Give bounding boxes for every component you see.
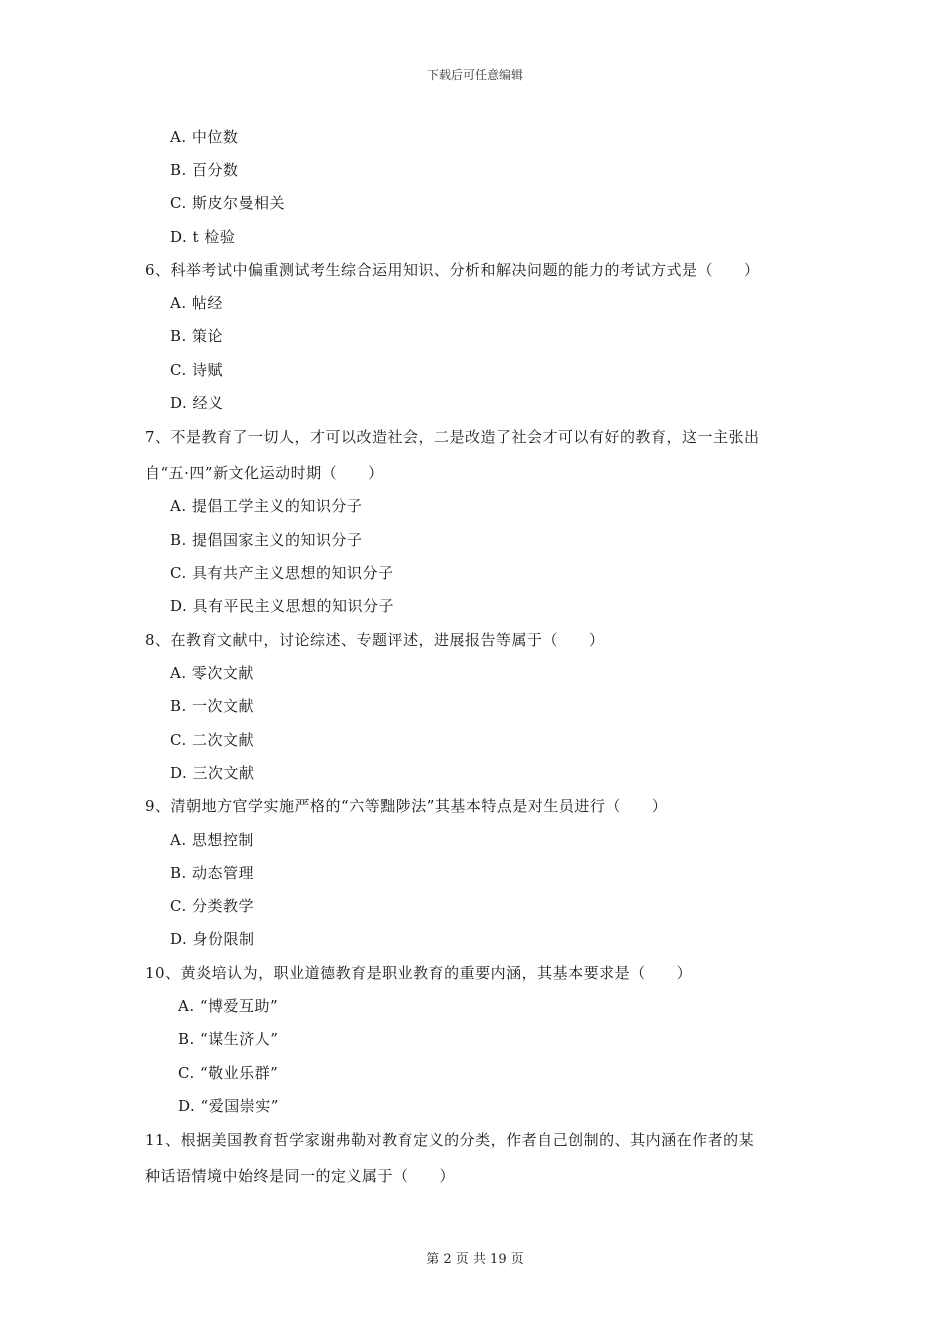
q6-option-a: A. 帖经 (170, 294, 223, 312)
q10-option-d: D. “爱国崇实” (178, 1097, 279, 1115)
q11-stem-line2: 种话语情境中始终是同一的定义属于（ ） (145, 1167, 456, 1185)
q9-option-b: B. 动态管理 (170, 864, 255, 882)
q8-option-b: B. 一次文献 (170, 697, 255, 715)
q6-option-d: D. 经义 (170, 394, 224, 412)
q11-stem-line1: 11、根据美国教育哲学家谢弗勒对教育定义的分类，作者自己创制的、其内涵在作者的某 (145, 1131, 755, 1149)
q9-option-a: A. 思想控制 (170, 831, 254, 849)
q7-stem-line1: 7、不是教育了一切人，才可以改造社会，二是改造了社会才可以有好的教育，这一主张出 (145, 428, 760, 446)
q7-stem-line2: 自“五·四”新文化运动时期（ ） (145, 464, 384, 482)
q8-option-c: C. 二次文献 (170, 731, 254, 749)
q6-option-c: C. 诗赋 (170, 361, 223, 379)
q6-option-b: B. 策论 (170, 327, 224, 345)
q8-option-d: D. 三次文献 (170, 764, 255, 782)
q5-option-b: B. 百分数 (170, 161, 239, 179)
q5-option-c: C. 斯皮尔曼相关 (170, 194, 285, 212)
q7-option-d: D. 具有平民主义思想的知识分子 (170, 597, 395, 615)
q9-stem: 9、清朝地方官学实施严格的“六等黜陟法”其基本特点是对生员进行（ ） (145, 797, 668, 815)
q7-option-b: B. 提倡国家主义的知识分子 (170, 531, 363, 549)
q7-option-c: C. 具有共产主义思想的知识分子 (170, 564, 394, 582)
q9-option-c: C. 分类教学 (170, 897, 254, 915)
q8-stem: 8、在教育文献中，讨论综述、专题评述，进展报告等属于（ ） (145, 631, 605, 649)
page-footer: 第 2 页 共 19 页 (426, 1252, 524, 1267)
q7-option-a: A. 提倡工学主义的知识分子 (170, 497, 363, 515)
q8-option-a: A. 零次文献 (170, 664, 254, 682)
q9-option-d: D. 身份限制 (170, 930, 255, 948)
q10-stem: 10、黄炎培认为，职业道德教育是职业教育的重要内涵，其基本要求是（ ） (145, 964, 693, 982)
q5-option-a: A. 中位数 (170, 128, 239, 146)
page-header: 下载后可任意编辑 (426, 68, 523, 82)
q5-option-d: D. t 检验 (170, 228, 236, 246)
q6-stem: 6、科举考试中偏重测试考生综合运用知识、分析和解决问题的能力的考试方式是（ ） (145, 261, 760, 279)
q10-option-a: A. “博爱互助” (178, 997, 279, 1015)
q10-option-c: C. “敬业乐群” (178, 1064, 279, 1082)
q10-option-b: B. “谋生济人” (178, 1030, 279, 1048)
